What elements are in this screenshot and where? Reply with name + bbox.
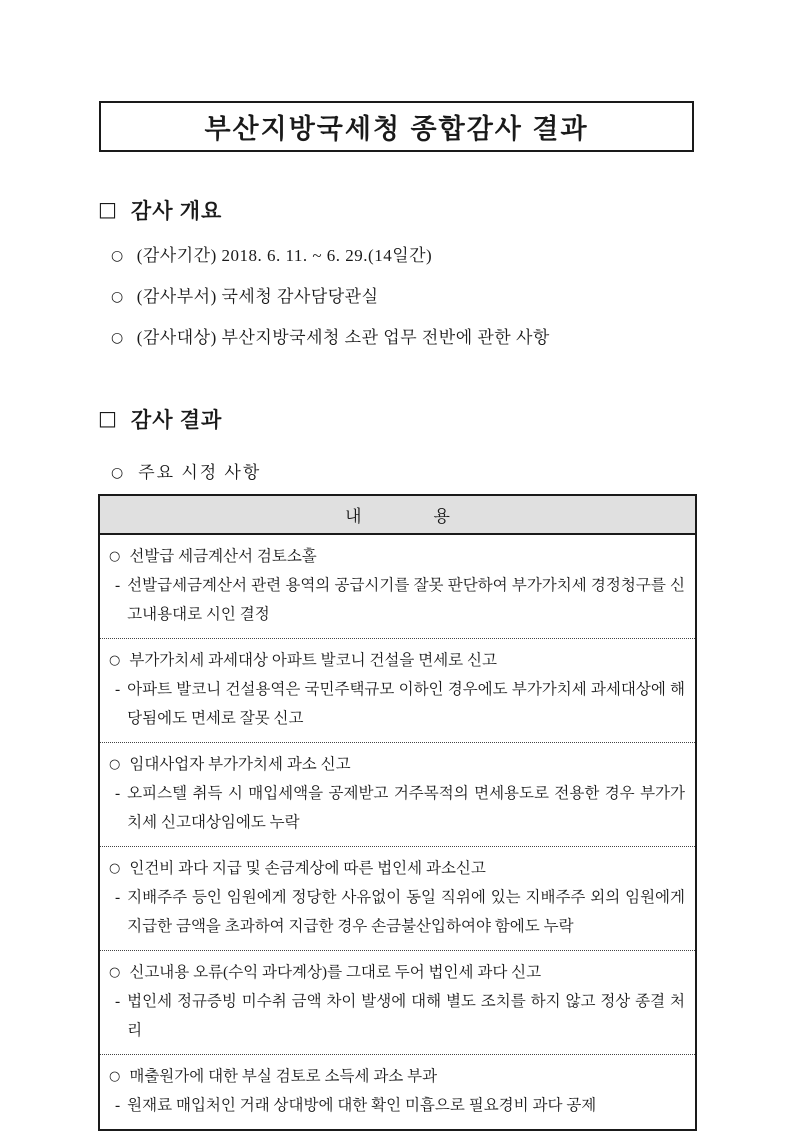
results-subheading-text: 주요 시정 사항 [138, 463, 262, 482]
list-item [111, 326, 697, 350]
finding-title-text: 매출원가에 대한 부실 검토로 소득세 과소 부과 [129, 1068, 438, 1085]
list-item [111, 285, 697, 309]
circle-bullet-icon: ○ [111, 330, 124, 346]
circle-bullet-icon: ○ [109, 653, 121, 668]
dash-bullet: - [115, 785, 121, 802]
results-heading-text: 감사 결과 [130, 408, 223, 432]
square-bullet-icon: □ [98, 197, 118, 221]
dash-bullet: - [115, 1097, 121, 1114]
circle-bullet-icon: ○ [109, 757, 121, 772]
document-title: 부산지방국세청 종합감사 결과 [204, 114, 589, 144]
dash-bullet: - [115, 577, 121, 594]
finding-title [109, 1062, 685, 1091]
finding-title [109, 542, 685, 571]
finding-detail [109, 1091, 685, 1120]
section-audit-overview [98, 195, 697, 350]
audit-target-text: (감사대상) 부산지방국세청 소관 업무 전반에 관한 사항 [136, 328, 550, 347]
finding-detail [109, 675, 685, 733]
finding-detail-text: 원재료 매입처인 거래 상대방에 대한 확인 미흡으로 필요경비 과다 공제 [127, 1097, 597, 1114]
table-row [100, 639, 695, 743]
circle-bullet-icon: ○ [111, 248, 124, 264]
finding-detail-text: 지배주주 등인 임원에게 정당한 사유없이 동일 직위에 있는 지배주주 외의 임원에게 지급한 금액을 초과하여 지급한 경우 손금불산입하여야 함에도 누락 [127, 889, 685, 935]
findings-table [98, 494, 697, 1131]
finding-title [109, 958, 685, 987]
finding-detail [109, 571, 685, 629]
finding-title [109, 854, 685, 883]
finding-detail [109, 987, 685, 1045]
finding-title-text: 인건비 과다 지급 및 손금계상에 따른 법인세 과소신고 [129, 860, 486, 877]
audit-department-text: (감사부서) 국세청 감사담당관실 [136, 287, 379, 306]
overview-item-list [98, 244, 697, 350]
table-header [100, 496, 695, 535]
finding-title-text: 부가가치세 과세대상 아파트 발코니 건설을 면세로 신고 [129, 652, 497, 669]
document-title-box [99, 101, 694, 152]
circle-bullet-icon: ○ [111, 465, 126, 481]
overview-heading-text: 감사 개요 [130, 199, 223, 223]
circle-bullet-icon: ○ [109, 1069, 121, 1084]
finding-title-text: 신고내용 오류(수익 과다계상)를 그대로 두어 법인세 과다 신고 [129, 964, 542, 981]
table-row [100, 847, 695, 951]
finding-detail-text: 법인세 정규증빙 미수취 금액 차이 발생에 대해 별도 조치를 하지 않고 정상 종결 처리 [127, 993, 685, 1039]
table-row [100, 535, 695, 639]
finding-detail-text: 아파트 발코니 건설용역은 국민주택규모 이하인 경우에도 부가가치세 과세대상에 해당됨에도 면세로 잘못 신고 [127, 681, 685, 727]
table-header-left: 내 [345, 507, 362, 526]
circle-bullet-icon: ○ [109, 549, 121, 564]
results-subheading-list [98, 461, 697, 485]
dash-bullet: - [115, 889, 121, 906]
finding-title-text: 임대사업자 부가가치세 과소 신고 [129, 756, 351, 773]
finding-detail-text: 선발급세금계산서 관련 용역의 공급시기를 잘못 판단하여 부가가치세 경정청구를 신고내용대로 시인 결정 [127, 577, 685, 623]
circle-bullet-icon: ○ [111, 289, 124, 305]
list-item [111, 244, 697, 268]
audit-period-text: (감사기간) 2018. 6. 11. ~ 6. 29.(14일간) [136, 246, 433, 265]
finding-title [109, 646, 685, 675]
finding-title-text: 선발급 세금계산서 검토소홀 [129, 548, 317, 565]
dash-bullet: - [115, 993, 121, 1010]
overview-heading [98, 195, 697, 225]
table-header-right: 용 [433, 507, 450, 526]
dash-bullet: - [115, 681, 121, 698]
section-audit-results [98, 404, 697, 1131]
square-bullet-icon: □ [98, 406, 118, 430]
table-row [100, 1055, 695, 1129]
table-row [100, 951, 695, 1055]
finding-detail [109, 779, 685, 837]
results-heading [98, 404, 697, 434]
finding-detail [109, 883, 685, 941]
circle-bullet-icon: ○ [109, 861, 121, 876]
finding-title [109, 750, 685, 779]
circle-bullet-icon: ○ [109, 965, 121, 980]
results-subheading [111, 461, 697, 485]
table-row [100, 743, 695, 847]
finding-detail-text: 오피스텔 취득 시 매입세액을 공제받고 거주목적의 면세용도로 전용한 경우 부가가치세 신고대상임에도 누락 [127, 785, 685, 831]
